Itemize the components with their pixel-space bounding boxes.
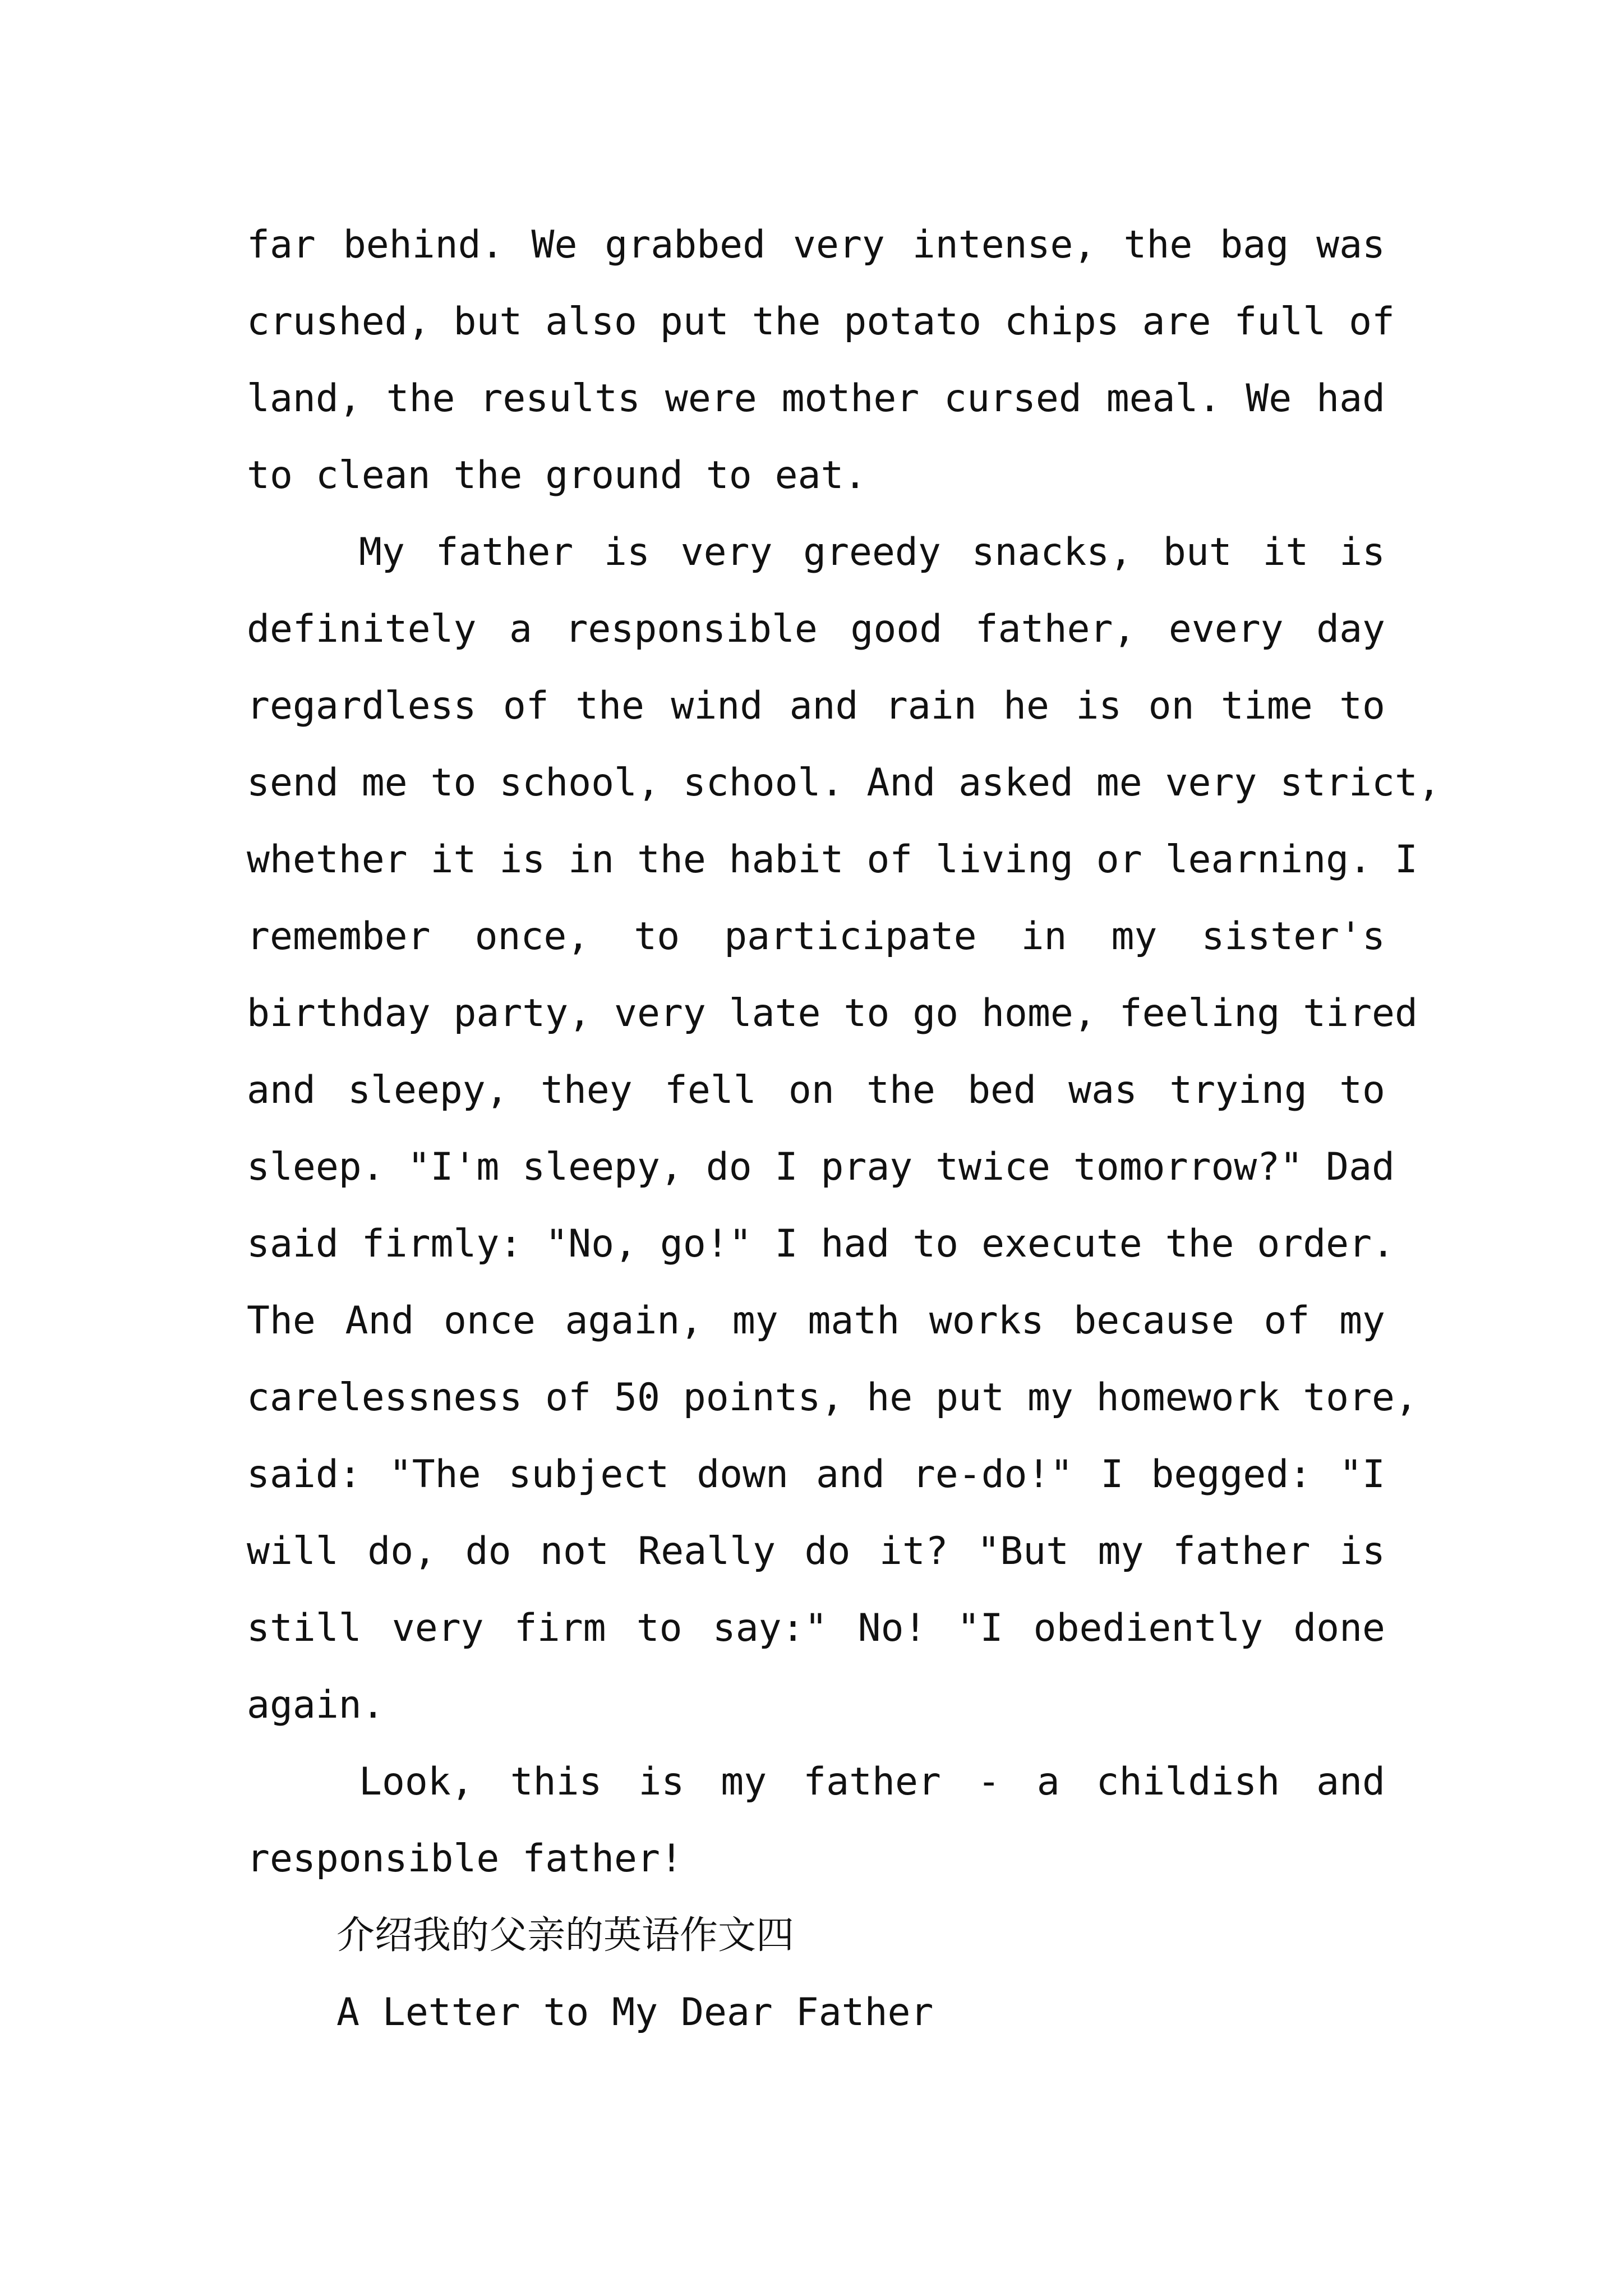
text-line: carelessness of 50 points, he put my homework tore,	[247, 1375, 1418, 1420]
text-line: land, the results were mother cursed meal. We had	[247, 376, 1385, 421]
text-line: definitely a responsible good father, every day	[247, 607, 1385, 651]
letter-title: A Letter to My Dear Father	[336, 1990, 934, 2035]
text-line: far behind. We grabbed very intense, the bag was	[247, 223, 1385, 267]
text-line: crushed, but also put the potato chips are full of	[247, 300, 1395, 344]
text-line: to clean the ground to eat.	[247, 453, 867, 498]
text-line: send me to school, school. And asked me very strict,	[247, 761, 1441, 805]
text-line: said firmly: "No, go!" I had to execute the order.	[247, 1222, 1395, 1266]
text-line: regardless of the wind and rain he is on time to	[247, 684, 1385, 728]
text-line: remember once, to participate in my sister's	[247, 914, 1385, 959]
text-line: still very firm to say:" No! "I obediently done	[247, 1606, 1385, 1650]
section-heading-chinese: 介绍我的父亲的英语作文四	[336, 1913, 795, 1958]
text-line: said: "The subject down and re-do!" I begged: "I	[247, 1452, 1385, 1497]
text-line: whether it is in the habit of living or learning. I	[247, 838, 1418, 882]
text-line: again.	[247, 1683, 385, 1727]
text-line: birthday party, very late to go home, feeling tired	[247, 991, 1418, 1036]
text-line: will do, do not Really do it? "But my father is	[247, 1529, 1385, 1573]
text-line: and sleepy, they fell on the bed was trying to	[247, 1068, 1385, 1112]
text-line: The And once again, my math works because of my	[247, 1299, 1385, 1343]
paragraph-first-line: My father is very greedy snacks, but it is	[359, 530, 1385, 574]
text-line: responsible father!	[247, 1837, 683, 1881]
paragraph-first-line: Look, this is my father - a childish and	[359, 1760, 1385, 1804]
text-line: sleep. "I'm sleepy, do I pray twice tomorrow?" Dad	[247, 1145, 1395, 1189]
